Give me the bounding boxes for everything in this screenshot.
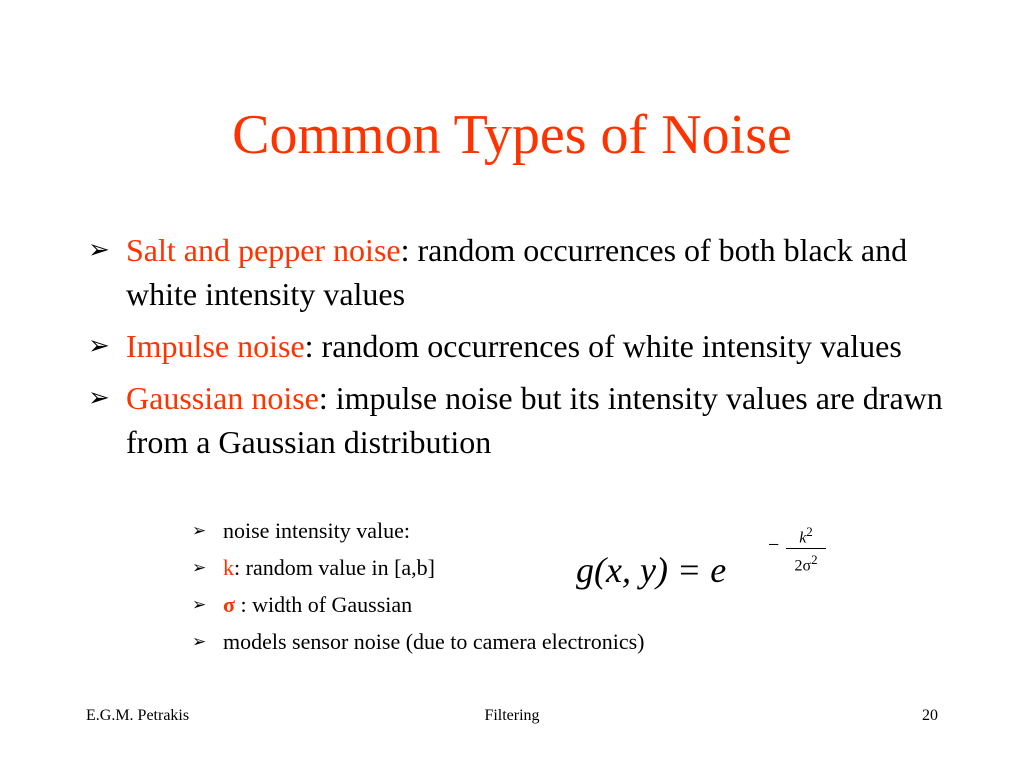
bullet-text: : impulse noise but its intensity values are drawn from a Gaussian distribution: [126, 380, 943, 460]
slide-title: Common Types of Noise: [232, 104, 792, 166]
arrow-bullet-icon: ➢: [88, 383, 110, 413]
gaussian-formula: g(x, y) = e: [576, 550, 727, 590]
fraction-numerator: $k^2$: [799, 524, 813, 547]
arrow-bullet-icon: ➢: [88, 331, 110, 361]
page-number: 20: [922, 707, 938, 724]
sub-bullet-text: models sensor noise (due to camera electronics): [223, 629, 645, 654]
sub-bullet-term: σ: [223, 592, 235, 617]
arrow-bullet-icon: ➢: [192, 632, 207, 652]
bullet-term: Gaussian noise: [126, 380, 319, 416]
bullet-term: Impulse noise: [126, 328, 305, 364]
bullet-text: : random occurrences of both black and white intensity values: [126, 232, 908, 312]
fraction-denominator: $2\sigma^2$: [794, 552, 818, 575]
arrow-bullet-icon: ➢: [192, 595, 207, 615]
arrow-bullet-icon: ➢: [192, 521, 207, 541]
bullet-term: Salt and pepper noise: [126, 232, 401, 268]
sub-bullet-item: [192, 623, 892, 660]
arrow-bullet-icon: ➢: [88, 235, 110, 265]
sub-bullet-text: : width of Gaussian: [234, 592, 413, 617]
bullet-item: [88, 228, 968, 316]
exponent-fraction: [786, 522, 826, 578]
sub-bullet-text: noise intensity value:: [223, 518, 410, 543]
bullet-item: [88, 324, 968, 368]
sub-bullet-item: [192, 586, 892, 623]
arrow-bullet-icon: ➢: [192, 558, 207, 578]
footer-topic: Filtering: [484, 707, 540, 724]
bullet-list: [88, 228, 968, 472]
footer-author: E.G.M. Petrakis: [86, 707, 190, 724]
exponent-minus: −: [768, 534, 780, 556]
sub-bullet-term: k: [223, 555, 234, 580]
sub-bullet-text: : random value in [a,b]: [234, 555, 435, 580]
bullet-item: [88, 376, 968, 464]
bullet-text: : random occurrences of white intensity values: [304, 328, 902, 364]
